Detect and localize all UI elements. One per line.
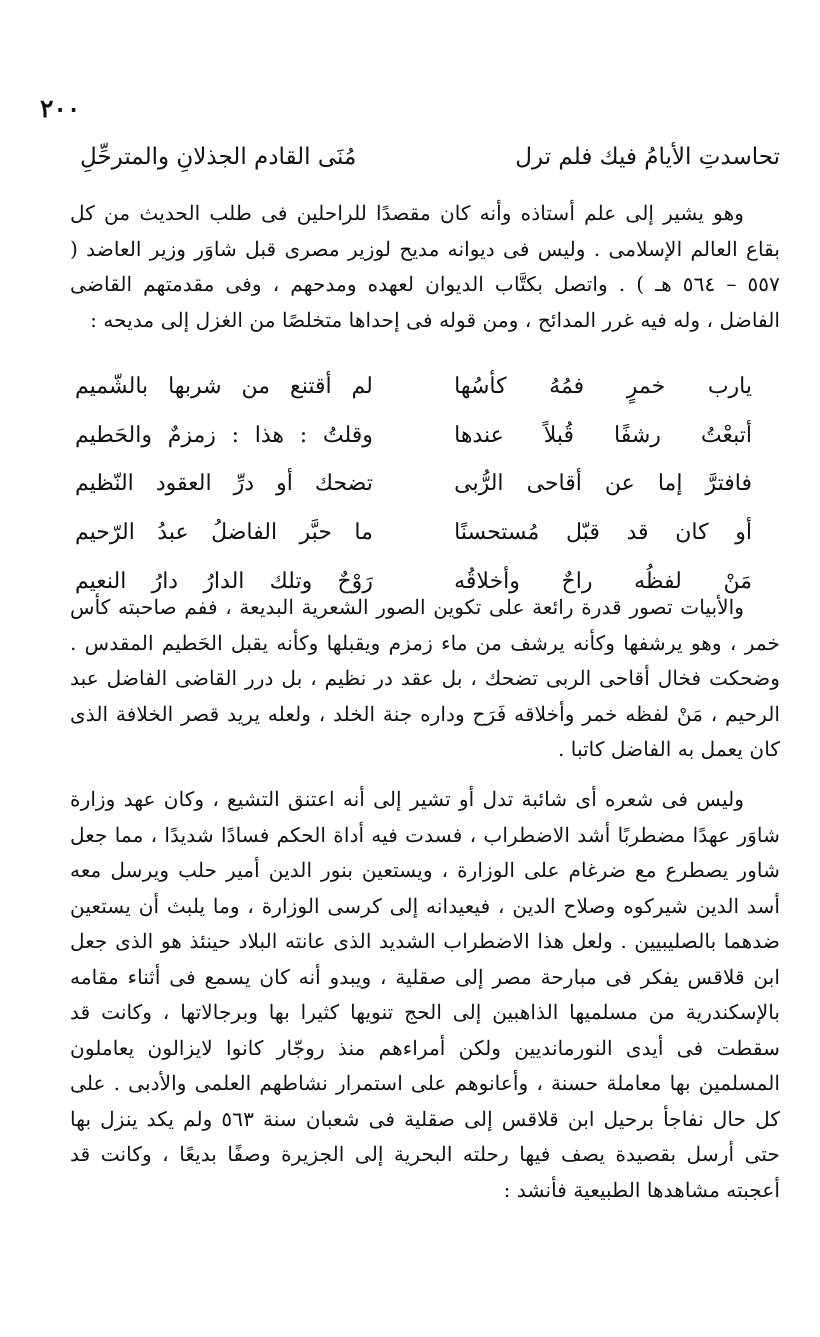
poem-line [75, 508, 752, 557]
paragraph-2 [70, 590, 780, 768]
poem-line [75, 460, 752, 509]
poem-right-hemistich: أتبعْتُ رشفًا قُبلاً عندها [454, 422, 752, 448]
opening-verse [80, 140, 780, 174]
paragraph-1-text: وهو يشير إلى علم أستاذه وأنه كان مقصدًا للراحلين فى طلب الحديث من كل بقاع العالم الإسلامى . وليس فى ديوانه مديح لوزير مصرى قبل شاوَر وزير العاضد ( ٥٥٧ – ٥٦٤ هـ ) . واتصل بكتَّاب الديوان لعهده ومدحهم ، وفى مقدمتهم القاضى الفاضل ، وله فيه غرر المدائح ، ومن قوله فى إحداها متخلصًا من الغزل إلى مديحه : [70, 201, 780, 332]
page-number: ٢٠٠ [40, 94, 81, 123]
paragraph-1 [70, 196, 780, 338]
paragraph-3 [70, 782, 780, 1208]
paragraph-3-text: وليس فى شعره أى شائبة تدل أو تشير إلى أنه اعتنق التشيع ، وكان عهد وزارة شاوَر عهدًا مضطربًا أشد الاضطراب ، فسدت فيه أداة الحكم فسادًا شديدًا ، مما جعل شاور يصطرع مع ضرغام على الوزارة ، ويستعين بنور الدين أمير حلب ويرسل معه أسد الدين شيركوه وصلاح الدين ، فيعيدانه إلى كرسى الوزارة ، وما يلبث أن يستعين ضدهما بالصليبيين . ولعل هذا الاضطراب الشديد الذى عانته البلاد حينئذ هو الذى جعل ابن قلاقس يفكر فى مبارحة مصر إلى صقلية ، ويبدو أنه كان يسمع فى أثناء مقامه بالإسكندرية من مسلميها الذاهبين إلى الحج تنويها كثيرا بها وبرجالاتها ، وكانت قد سقطت فى أيدى النورمانديين ولكن أمراءهم منذ روجّار كانوا لايزالون يعاملون المسلمين بها معاملة حسنة ، وأعانوهم على استمرار نشاطهم العلمى والأدبى . على كل حال نفاجأ برحيل ابن قلاقس إلى صقلية فى شعبان سنة ٥٦٣ ولم يكد ينزل بها حتى أرسل بقصيدة يصف فيها رحلته البحرية إلى الجزيرة وصفًا بديعًا ، وكانت قد أعجبته مشاهدها الطبيعية فأنشد : [70, 787, 780, 1202]
poem-line [75, 362, 752, 411]
poem-right-hemistich: مَنْ لفظُه راحٌ وأخلاقُه [454, 569, 752, 595]
verse-left-hemistich: مُنَى القادم الجذلانِ والمترحِّلِ [80, 144, 357, 170]
poem-left-hemistich: تضحك أو درِّ العقود النّظيم [75, 471, 373, 497]
poem-right-hemistich: فافترَّ إما عن أقاحى الرُّبى [454, 471, 752, 497]
verse-right-hemistich: تحاسدتِ الأيامُ فيك فلم ترل [515, 144, 780, 170]
poem-left-hemistich: لم أقتنع من شربها بالشّميم [75, 373, 373, 399]
poem [75, 362, 752, 606]
paragraph-2-text: والأبيات تصور قدرة رائعة على تكوين الصور الشعرية البديعة ، ففم صاحبته كأس خمر ، وهو يرشفها وكأنه يرشف من ماء زمزم ويقبلها وكأنه يقبل الحَطيم المقدس . وضحكت فخال أقاحى الربى تضحك ، بل عقد در نظيم ، بل درر القاضى الفاضل عبد الرحيم ، مَنْ لفظه خمر وأخلاقه فَرَح وداره جنة الخلد ، ولعله يريد قصر الخلافة الذى كان يعمل به الفاضل كاتبا . [70, 595, 780, 761]
poem-right-hemistich: يارب خمرٍ فمُهُ كأسُها [454, 373, 752, 399]
poem-right-hemistich: أو كان قد قبّل مُستحسنًا [454, 520, 752, 546]
poem-left-hemistich: ما حبَّر الفاضلُ عبدُ الرّحيم [75, 520, 373, 546]
poem-left-hemistich: وقلتُ : هذا : زمزمٌ والحَطيم [75, 422, 373, 448]
poem-left-hemistich: رَوْحٌ وتلك الدارُ دارُ النعيم [75, 569, 373, 595]
poem-line [75, 411, 752, 460]
